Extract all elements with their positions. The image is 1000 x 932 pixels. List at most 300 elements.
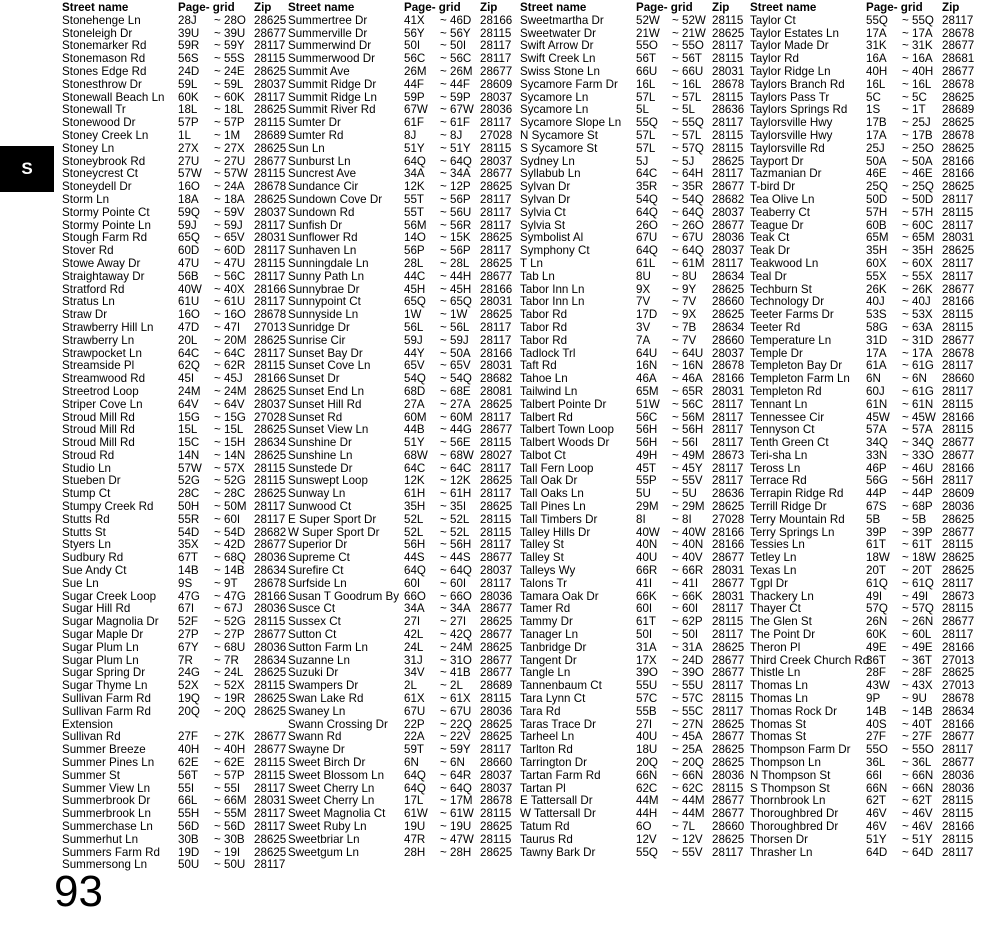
street-name: Sweetwater Dr (520, 26, 597, 40)
page-grid-start: 47U (178, 256, 200, 270)
page-grid-end: ~ 17B (902, 128, 933, 142)
page-grid-end: ~ 62T (902, 794, 932, 808)
page-grid-start: 52L (404, 525, 424, 539)
street-name: Thomas St (750, 730, 807, 744)
street-name: Sugar Plum Ln (62, 653, 139, 667)
street-name: Supreme Ct (288, 551, 350, 565)
zip-code: 28677 (942, 282, 975, 296)
zip-code: 28117 (480, 218, 512, 232)
page-grid-start: 34Q (866, 436, 888, 450)
zip-code: 28677 (942, 615, 975, 629)
page-grid-start: 26M (404, 64, 427, 78)
page-grid-start: 56T (178, 768, 198, 782)
zip-code: 28115 (254, 359, 286, 373)
street-name: Summerbrook Dr (62, 794, 151, 808)
page-grid-start: 2L (404, 679, 417, 693)
page-grid-end: ~ 55O (902, 743, 934, 757)
street-name: Thomas Ln (750, 679, 808, 693)
street-name: Suncrest Ave (288, 167, 357, 181)
page-grid-end: ~ 1T (902, 103, 926, 117)
page-grid-end: ~ 50A (440, 346, 471, 360)
street-name: Stueben Dr (62, 474, 121, 488)
zip-code: 28117 (712, 474, 744, 488)
street-name: Taylor Ct (750, 13, 796, 27)
page-grid-start: 56C (636, 410, 658, 424)
page-grid-start: 25J (866, 141, 885, 155)
page-grid-start: 9S (178, 576, 193, 590)
zip-code: 27028 (480, 128, 513, 142)
page-grid-end: ~ 16L (672, 77, 702, 91)
street-name: Summerhut Ln (62, 832, 139, 846)
street-name: Symphony Ct (520, 244, 590, 258)
street-name: Sunnyside Ln (288, 308, 359, 322)
page-grid-start: 52X (178, 679, 199, 693)
page-grid-start: 27I (404, 615, 421, 629)
page-grid-end: ~ 24M (214, 384, 247, 398)
page-grid-start: 44S (404, 551, 425, 565)
page-grid-end: ~ 57P (214, 116, 245, 130)
page-grid-end: ~ 27N (672, 717, 704, 731)
page-grid-start: 57C (636, 692, 658, 706)
page-grid-end: ~ 63A (902, 320, 933, 334)
street-name: Tahoe Ln (520, 372, 568, 386)
page-grid-start: 16L (866, 77, 886, 91)
page-grid-start: 57L (636, 90, 656, 104)
zip-code: 28625 (942, 90, 975, 104)
street-name: Thrasher Ln (750, 845, 813, 859)
zip-code: 28117 (254, 90, 286, 104)
page-grid-end: ~ 47W (440, 832, 474, 846)
street-name: Streamwood Rd (62, 372, 146, 386)
page-grid-start: 67U (404, 704, 426, 718)
zip-code: 28166 (942, 410, 975, 424)
street-name: Talbert Pointe Dr (520, 397, 607, 411)
page-grid-end: ~ 42Q (440, 628, 472, 642)
zip-code: 28115 (254, 474, 286, 488)
page-grid-end: ~ 19R (214, 692, 246, 706)
page-grid-start: 5B (866, 512, 881, 526)
street-name: Stumpy Creek Rd (62, 500, 154, 514)
street-name: Sycamore Slope Ln (520, 116, 622, 130)
page-grid-start: 66I (866, 768, 883, 782)
page-grid-end: ~ 18L (214, 103, 244, 117)
street-name: Thornbrook Ln (750, 794, 826, 808)
street-name: Teak Ct (750, 231, 790, 245)
street-name: Templeton Farm Ln (750, 372, 850, 386)
page-grid-end: ~ 41I (672, 576, 699, 590)
page-grid-start: 66L (178, 794, 198, 808)
page-grid-end: ~ 7L (672, 820, 695, 833)
page-grid-start: 59J (178, 218, 197, 232)
page-grid-end: ~ 44M (672, 794, 705, 808)
page-grid-end: ~ 50D (902, 192, 934, 206)
zip-code: 28081 (480, 384, 513, 398)
zip-code: 28115 (942, 397, 974, 411)
zip-code: 28117 (712, 116, 744, 130)
page-grid-start: 14O (404, 231, 426, 245)
page-grid-start: 60K (178, 90, 199, 104)
page-grid-end: ~ 51Y (902, 832, 933, 846)
zip-code: 28117 (480, 39, 512, 53)
page-grid-start: 21W (636, 26, 660, 40)
zip-code: 28625 (254, 832, 287, 846)
page-grid-start: 27F (866, 730, 886, 744)
street-name: Swaney Ln (288, 704, 346, 718)
zip-code: 28031 (712, 564, 745, 578)
page-grid-start: 36T (866, 653, 886, 667)
street-name: Tall Oaks Ln (520, 487, 584, 501)
page-grid-end: ~ 28L (440, 256, 470, 270)
zip-code: 28677 (942, 448, 975, 462)
zip-code: 28117 (942, 628, 974, 642)
page-grid-start: 61Q (866, 576, 888, 590)
street-name: Tanbridge Dr (520, 640, 587, 654)
page-grid-end: ~ 27A (440, 397, 471, 411)
page-grid-end: ~ 15K (440, 231, 471, 245)
zip-code: 28678 (942, 77, 975, 91)
street-name: Summer St (62, 768, 120, 782)
page-grid-end: ~ 15L (214, 423, 244, 437)
page-grid-start: 41X (404, 13, 425, 27)
page-grid-start: 62Q (178, 359, 200, 373)
page-grid-end: ~ 51Y (440, 141, 471, 155)
zip-code: 28678 (942, 26, 975, 40)
street-name: Sundance Cir (288, 180, 359, 194)
zip-code: 28625 (254, 487, 287, 501)
page-grid-start: 49H (636, 448, 658, 462)
page-grid-start: 67W (404, 103, 428, 117)
page-grid-start: 64C (178, 346, 200, 360)
street-name: Tabor Inn Ln (520, 295, 585, 309)
page-grid-end: ~ 60I (672, 602, 699, 616)
page-grid-end: ~ 35R (672, 180, 704, 194)
page-grid-start: 56M (404, 218, 427, 232)
street-name: Streetrod Loop (62, 384, 139, 398)
page-grid-start: 1W (404, 308, 422, 322)
street-name: Sycamore Farm Dr (520, 77, 618, 91)
street-name: Taylor Rd (750, 52, 799, 66)
page-grid-end: ~ 56I (672, 436, 699, 450)
page-grid-start: 40N (636, 538, 658, 552)
zip-code: 28682 (254, 525, 287, 539)
page-grid-end: ~ 56M (672, 410, 705, 424)
page-grid-start: 66U (636, 64, 658, 78)
street-name: Sweet Cherry Ln (288, 794, 375, 808)
street-name: Taylorsville Hwy (750, 116, 833, 130)
page-grid-start: 50D (866, 192, 888, 206)
street-name: Sullivan Farm Rd (62, 692, 151, 706)
page-grid-start: 45I (178, 372, 195, 386)
page-grid-end: ~ 64C (440, 461, 472, 475)
page-grid-end: ~ 25Q (902, 180, 934, 194)
page-grid-end: ~ 28O (214, 13, 246, 27)
page-grid-end: ~ 45W (902, 410, 936, 424)
page-grid-start: 34V (404, 666, 425, 680)
zip-code: 28115 (712, 90, 744, 104)
page-grid-start: 31A (636, 640, 657, 654)
zip-code: 28115 (254, 756, 286, 770)
page-grid-end: ~ 62E (214, 756, 245, 770)
page-grid-start: 24G (178, 666, 200, 680)
street-name: Sweet Magnolia Ct (288, 807, 386, 821)
street-name: Thayer Ct (750, 602, 801, 616)
street-name: Tanager Ln (520, 628, 579, 642)
header-page-grid: Page- grid (636, 1, 693, 14)
zip-code: 28037 (712, 244, 745, 258)
page-grid-end: ~ 64U (672, 346, 704, 360)
zip-code: 28677 (480, 64, 513, 78)
page-grid-end: ~ 56C (214, 269, 246, 283)
page-grid-start: 55Q (636, 116, 658, 130)
zip-code: 28673 (942, 589, 975, 603)
street-name: Sue Ln (62, 576, 99, 590)
zip-code: 28037 (480, 154, 513, 168)
street-name: Temperature Ln (750, 333, 832, 347)
street-name: Tartan Pl (520, 781, 566, 795)
zip-code: 28625 (254, 384, 287, 398)
page-grid-start: 61T (866, 538, 886, 552)
street-name: Sutton Ct (288, 628, 337, 642)
page-grid-end: ~ 64H (672, 167, 704, 181)
page-grid-start: 18W (866, 551, 890, 565)
page-grid-start: 66O (404, 589, 426, 603)
page-grid-start: 66R (636, 564, 658, 578)
zip-code: 28625 (480, 615, 513, 629)
street-name: Sumter Rd (288, 128, 344, 142)
page-grid-start: 61A (866, 359, 887, 373)
zip-code: 28625 (942, 564, 975, 578)
page-grid-start: 8I (636, 512, 646, 526)
page-grid-start: 45H (404, 282, 426, 296)
zip-code: 28037 (712, 205, 745, 219)
street-name: Sunset End Ln (288, 384, 365, 398)
zip-code: 28117 (254, 820, 286, 833)
zip-code: 28115 (712, 692, 744, 706)
street-name: Tessies Ln (750, 538, 805, 552)
page-grid-start: 1L (178, 128, 191, 142)
page-grid-start: 44Y (404, 346, 425, 360)
zip-code: 28115 (254, 52, 286, 66)
street-name: W Tattersall Dr (520, 807, 596, 821)
zip-code: 28117 (480, 52, 512, 66)
page-grid-end: ~ 61T (902, 538, 932, 552)
page-grid-start: 24D (178, 64, 200, 78)
zip-code: 28117 (254, 244, 286, 258)
zip-code: 28036 (254, 640, 287, 654)
street-name: Tall Oak Dr (520, 474, 578, 488)
zip-code: 28166 (942, 167, 975, 181)
street-name: Sundown Cove Dr (288, 192, 383, 206)
street-name: Sussex Ct (288, 615, 341, 629)
page-grid-start: 62C (636, 781, 658, 795)
page-grid-end: ~ 54Q (672, 192, 704, 206)
page-grid-start: 56C (404, 52, 426, 66)
page-grid-start: 16O (178, 180, 200, 194)
page-grid-start: 61U (178, 295, 200, 309)
street-name: Tea Olive Ln (750, 192, 815, 206)
zip-code: 28677 (712, 666, 745, 680)
page-grid-start: 27F (178, 730, 198, 744)
page-grid-start: 60I (636, 602, 653, 616)
page-grid-start: 54Q (404, 372, 426, 386)
page-grid-start: 44H (636, 807, 658, 821)
zip-code: 28117 (712, 704, 744, 718)
page-grid-start: 45T (636, 461, 656, 475)
street-name: Stoney Ln (62, 141, 115, 155)
page-grid-end: ~ 60K (214, 90, 245, 104)
street-name: Streamside Pl (62, 359, 135, 373)
page-grid-start: 55X (866, 269, 887, 283)
zip-code: 28115 (254, 167, 286, 181)
page-grid-end: ~ 64Q (440, 781, 472, 795)
page-grid-end: ~ 57A (902, 423, 933, 437)
zip-code: 28117 (712, 679, 744, 693)
zip-code: 28117 (942, 576, 974, 590)
zip-code: 28636 (712, 103, 745, 117)
page-grid-start: 42L (404, 628, 424, 642)
header-page-grid: Page- grid (178, 1, 235, 14)
zip-code: 28625 (480, 474, 513, 488)
page-grid-end: ~ 59Y (440, 743, 471, 757)
page-grid-end: ~ 24A (214, 180, 245, 194)
zip-code: 28636 (712, 487, 745, 501)
page-grid-start: 6N (866, 372, 881, 386)
page-grid-end: ~ 24D (672, 653, 704, 667)
page-grid-start: 28C (178, 487, 200, 501)
street-name: Teal Dr (750, 269, 787, 283)
street-name: Sugar Hill Rd (62, 602, 131, 616)
page-grid-end: ~ 60X (902, 256, 933, 270)
street-name: N Sycamore St (520, 128, 598, 142)
page-grid-start: 40U (636, 730, 658, 744)
zip-code: 28117 (480, 461, 512, 475)
page-grid-end: ~ 56R (440, 218, 472, 232)
street-name: Syllabub Ln (520, 167, 581, 181)
street-name: Stoneydell Dr (62, 180, 132, 194)
page-grid-start: 18U (636, 743, 658, 757)
street-name: Stowe Away Dr (62, 256, 141, 270)
page-grid-end: ~ 46U (902, 461, 934, 475)
street-name: Thoroughbred Dr (750, 807, 839, 821)
page-grid-end: ~ 26N (902, 615, 934, 629)
zip-code: 28625 (942, 551, 975, 565)
street-name: Terrill Ridge Dr (750, 500, 827, 514)
street-name: Swann Rd (288, 730, 342, 744)
street-name: Sycamore Ln (520, 103, 589, 117)
page-grid-end: ~ 40H (902, 64, 934, 78)
street-name: Stroud Rd (62, 448, 115, 462)
page-grid-start: 14N (178, 448, 200, 462)
page-grid-start: 67T (178, 551, 198, 565)
page-grid-start: 55Q (636, 845, 658, 859)
page-grid-start: 50U (178, 858, 200, 872)
street-name: Summerbrook Ln (62, 807, 151, 821)
zip-code: 28625 (712, 26, 745, 40)
page-grid-end: ~ 21W (672, 26, 706, 40)
page-grid-start: 19D (178, 845, 200, 859)
zip-code: 28036 (942, 500, 975, 514)
street-name: Stonewood Dr (62, 116, 136, 130)
street-name: Sunfish Dr (288, 218, 343, 232)
street-name: Temple Dr (750, 346, 803, 360)
street-name: Sugar Plum Ln (62, 640, 139, 654)
street-name: Sunnypoint Ct (288, 295, 361, 309)
zip-code: 28677 (254, 538, 287, 552)
street-name: Sweet Birch Dr (288, 756, 366, 770)
page-grid-end: ~ 34Q (902, 436, 934, 450)
street-name: Sweetmartha Dr (520, 13, 604, 27)
zip-code: 28117 (712, 628, 744, 642)
page-grid-start: 20Q (636, 756, 658, 770)
zip-code: 28115 (942, 602, 974, 616)
page-grid-start: 17A (866, 26, 887, 40)
zip-code: 28037 (254, 77, 287, 91)
street-name: Talbert Town Loop (520, 423, 614, 437)
zip-code: 28166 (712, 538, 745, 552)
zip-code: 28115 (480, 832, 512, 846)
street-name: Tannenbaum Ct (520, 679, 602, 693)
street-name: Surefire Ct (288, 564, 344, 578)
street-name: Sunburst Ln (288, 154, 351, 168)
page-grid-start: 55H (178, 807, 200, 821)
page-grid-end: ~ 65V (214, 231, 245, 245)
street-name: Thomas St (750, 717, 807, 731)
page-grid-start: 57W (178, 461, 202, 475)
zip-code: 28117 (712, 256, 744, 270)
page-grid-end: ~ 61G (902, 384, 934, 398)
page-grid-start: 64Q (404, 768, 426, 782)
page-grid-end: ~ 56P (440, 192, 471, 206)
street-name: Theron Pl (750, 640, 801, 654)
page-grid-end: ~ 55Q (902, 13, 934, 27)
street-name: Summer Breeze (62, 743, 146, 757)
page-grid-end: ~ 44F (440, 77, 470, 91)
page-grid-end: ~ 44P (902, 487, 933, 501)
page-grid-start: 56H (636, 423, 658, 437)
page-grid-start: 65V (404, 359, 425, 373)
page-grid-start: 5U (636, 487, 651, 501)
zip-code: 28625 (480, 397, 513, 411)
section-letter-tab (0, 146, 54, 192)
zip-code: 28117 (942, 218, 974, 232)
page-grid-start: 40U (636, 551, 658, 565)
zip-code: 28115 (942, 807, 974, 821)
page-grid-start: 40W (178, 282, 202, 296)
street-name: Stoneybrook Rd (62, 154, 146, 168)
page-grid-end: ~ 56U (440, 205, 472, 219)
page-grid-start: 56Y (404, 26, 425, 40)
zip-code: 28625 (480, 180, 513, 194)
page-grid-end: ~ 64C (214, 346, 246, 360)
page-grid-start: 39P (866, 525, 887, 539)
page-grid-end: ~ 18W (902, 551, 936, 565)
zip-code: 28117 (942, 269, 974, 283)
page-grid-end: ~ 57Q (902, 602, 934, 616)
street-name: Talley Hills Dr (520, 525, 591, 539)
zip-code: 28037 (480, 564, 513, 578)
page-grid-end: ~ 50M (214, 500, 247, 514)
zip-code: 28117 (480, 205, 512, 219)
page-grid-end: ~ 56L (440, 320, 470, 334)
street-name: Sunwood Ct (288, 500, 352, 514)
zip-code: 28036 (712, 231, 745, 245)
zip-code: 27013 (254, 320, 287, 334)
street-name: Sugar Maple Dr (62, 628, 144, 642)
page-grid-end: ~ 64Q (440, 154, 472, 168)
street-name: Sweet Ruby Ln (288, 820, 367, 833)
zip-code: 28625 (480, 717, 513, 731)
zip-code: 28677 (712, 794, 745, 808)
